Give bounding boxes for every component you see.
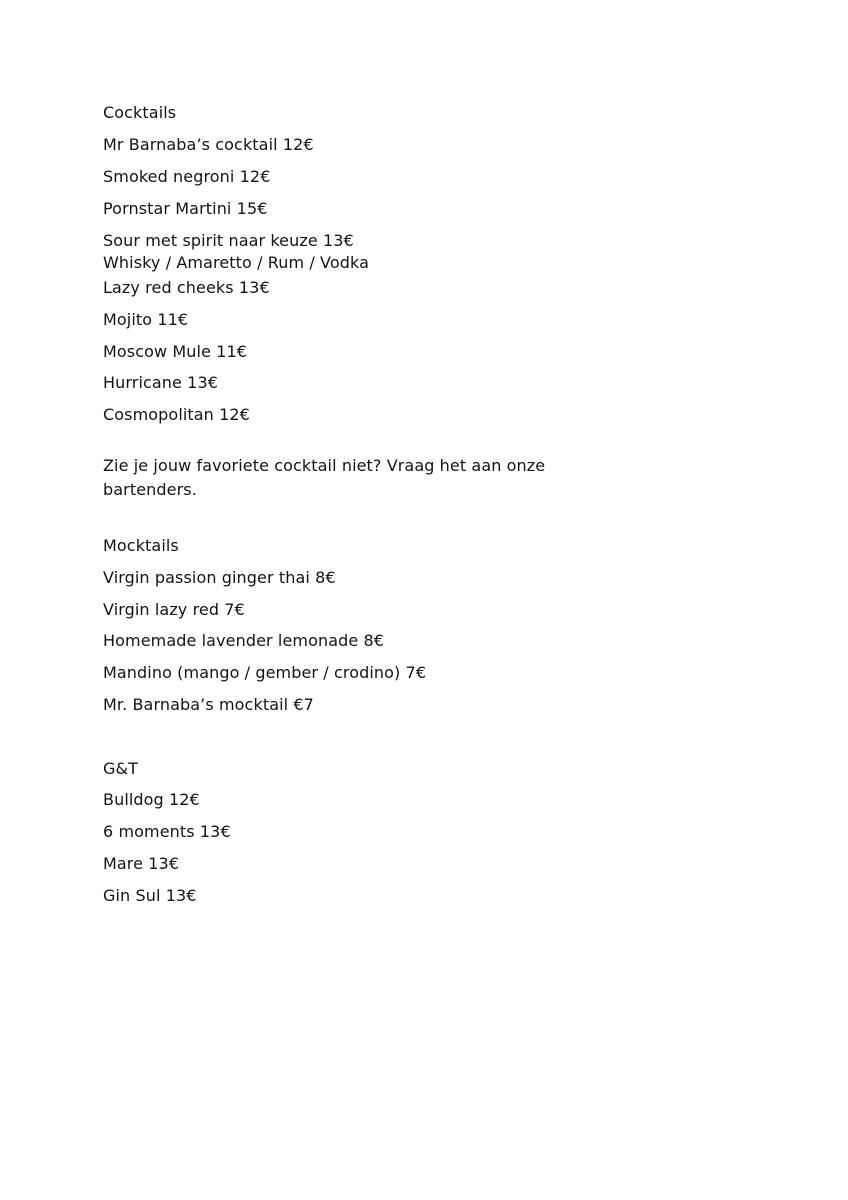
cocktail-item: Sour met spirit naar keuze 13€ (103, 231, 354, 250)
cocktail-item: Mojito 11€ (103, 310, 189, 329)
gin-tonic-heading: G&T (103, 759, 138, 778)
cocktail-item: Lazy red cheeks 13€ (103, 278, 270, 297)
cocktail-item: Smoked negroni 12€ (103, 167, 271, 186)
mocktail-item: Virgin lazy red 7€ (103, 600, 245, 619)
cocktail-item: Moscow Mule 11€ (103, 342, 248, 361)
mocktail-item: Mandino (mango / gember / crodino) 7€ (103, 663, 427, 682)
cocktail-item: Pornstar Martini 15€ (103, 199, 268, 218)
gin-tonic-item: 6 moments 13€ (103, 822, 231, 841)
gin-tonic-item: Gin Sul 13€ (103, 886, 197, 905)
gin-tonic-item: Mare 13€ (103, 854, 180, 873)
cocktail-item: Mr Barnaba’s cocktail 12€ (103, 135, 314, 154)
cocktail-item-options: Whisky / Amaretto / Rum / Vodka (103, 253, 369, 272)
mocktails-heading: Mocktails (103, 536, 179, 555)
cocktail-item: Cosmopolitan 12€ (103, 405, 250, 424)
cocktails-heading: Cocktails (103, 103, 177, 122)
mocktail-item: Homemade lavender lemonade 8€ (103, 631, 385, 650)
mocktail-item: Mr. Barnaba’s mocktail €7 (103, 695, 314, 714)
cocktail-item: Hurricane 13€ (103, 373, 219, 392)
mocktail-item: Virgin passion ginger thai 8€ (103, 568, 336, 587)
gin-tonic-item: Bulldog 12€ (103, 790, 200, 809)
cocktail-note: Zie je jouw favoriete cocktail niet? Vraag het aan onze bartenders. (103, 456, 546, 499)
